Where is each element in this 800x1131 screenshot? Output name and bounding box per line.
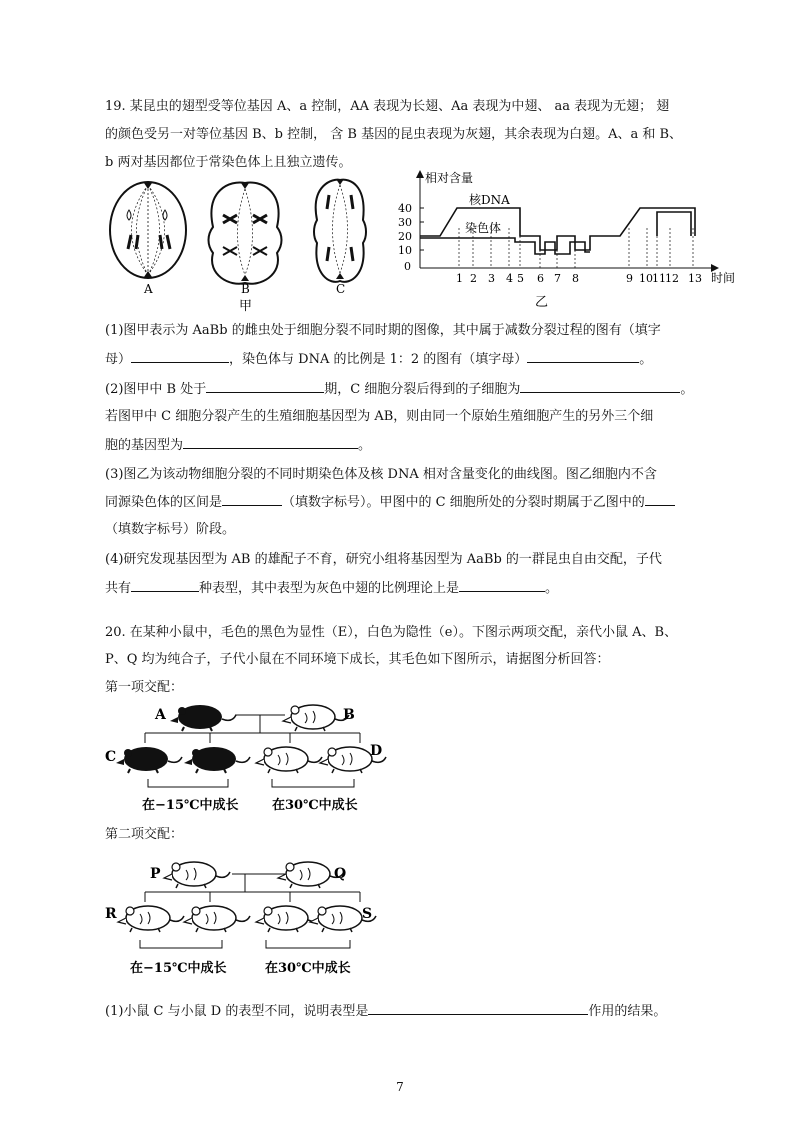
q19-p4-end: 。: [545, 581, 559, 596]
q19-p4-blank-1[interactable]: [131, 579, 199, 592]
q19-intro-line1: 19. 某昆虫的翅型受等位基因 A、a 控制，AA 表现为长翅、Aa 表现为中翅、 aa 表现为无翅； 翅: [105, 99, 670, 114]
q19-p2-d-end: 。: [358, 438, 372, 453]
yi-xtick-9: 9: [626, 272, 633, 285]
figure-jia: [105, 175, 385, 315]
figure-jia-caption: 甲: [239, 299, 253, 314]
q20-p1-line: [105, 1002, 666, 1021]
yi-ytick-0: 0: [404, 260, 411, 273]
yi-ytick-40: 40: [398, 202, 412, 215]
cross1-label-b: B: [343, 707, 355, 723]
q19-p3-blank-1[interactable]: [222, 493, 282, 506]
q19-p2-text-a: (2)图甲中 B 处于: [105, 382, 207, 397]
q19-p2-line3: [105, 436, 371, 455]
mouse-r2: [184, 906, 250, 932]
q19-p2-blank-3[interactable]: [183, 436, 358, 449]
q19-p2-line1: [105, 380, 693, 399]
cross2-env-left: 在−15℃中成长: [130, 961, 227, 976]
cross2-diagram: [100, 850, 400, 985]
cell-b-diagram: [209, 183, 282, 284]
cross1-label-c: C: [105, 749, 117, 765]
q19-p2-blank-1[interactable]: [206, 380, 324, 393]
q20-p1-text-a: (1)小鼠 C 与小鼠 D 的表型不同，说明表型是: [105, 1004, 369, 1019]
mouse-p: [164, 862, 230, 888]
q20-cross1-title: 第一项交配：: [105, 680, 184, 695]
q19-p4-text-b: 共有: [105, 581, 132, 596]
cross2-env-right: 在30℃中成长: [265, 961, 351, 976]
q19-p3-line3: （填数字标号）阶段。: [105, 522, 236, 537]
q19-p1-line2: [105, 350, 652, 369]
cross2-label-q: Q: [334, 866, 347, 882]
q20-intro-line2: P、Q 均为纯合子，子代小鼠在不同环境下成长，其毛色如下图所示，请据图分析回答：: [105, 652, 610, 667]
q19-p1-end: 。: [639, 352, 653, 367]
yi-xtick-11: 11: [652, 272, 666, 285]
yi-xtick-6: 6: [537, 272, 544, 285]
yi-xtick-8: 8: [572, 272, 579, 285]
q19-p4-blank-2[interactable]: [459, 579, 545, 592]
cross1-label-d: D: [370, 743, 383, 759]
q19-p4-line1: (4)研究发现基因型为 AB 的雄配子不育，研究小组将基因型为 AaBb 的一群昆虫自由交配，子代: [105, 552, 662, 567]
cross1-env-left: 在−15℃中成长: [142, 798, 239, 813]
q19-p3-line2: [105, 493, 675, 512]
q19-p1-blank-1[interactable]: [131, 350, 229, 363]
page-number: 7: [396, 1080, 404, 1094]
yi-ylabel: 相对含量: [425, 171, 474, 185]
q19-p2-text-b: 期，C 细胞分裂后得到的子细胞为: [324, 382, 521, 397]
q19-p2-end: 。: [680, 382, 694, 397]
q19-p4-text-c: 种表型，其中表型为灰色中翅的比例理论上是: [199, 581, 460, 596]
yi-dna-curve: [420, 208, 695, 250]
q19-p1-line1: (1)图甲表示为 AaBb 的雌虫处于细胞分裂不同时期的图像，其中属于减数分裂过程的图有（填字: [105, 323, 661, 338]
q20-cross2-title: 第二项交配：: [105, 827, 184, 842]
cell-b-label: B: [241, 282, 250, 296]
cross1-label-a: A: [155, 707, 166, 723]
q19-intro-line3: b 两对基因都位于常染色体上且独立遗传。: [105, 155, 352, 170]
yi-ytick-10: 10: [398, 244, 412, 257]
mouse-s2: [256, 906, 322, 932]
cross2-label-s: S: [362, 906, 373, 922]
yi-label-chrom: 染色体: [465, 221, 502, 235]
q19-p3-text-c: （填数字标号）。甲图中的 C 细胞所处的分裂时期属于乙图中的: [282, 495, 645, 510]
cross2-label-p: P: [150, 866, 161, 882]
cross1-diagram: [100, 695, 400, 825]
q19-p1-blank-2[interactable]: [527, 350, 639, 363]
mouse-c2: [184, 747, 250, 773]
cell-c-label: C: [336, 282, 346, 296]
q19-p3-text-b: 同源染色体的区间是: [105, 495, 223, 510]
yi-xtick-3: 3: [488, 272, 495, 285]
cross2-label-r: R: [105, 906, 117, 922]
q19-p1-text-a: 母）: [105, 352, 132, 367]
mouse-d2: [256, 747, 322, 773]
q19-intro-line2: 的颜色受另一对等位基因 B、b 控制， 含 B 基因的昆虫表现为灰翅，其余表现为白翅。A、a 和 B、: [105, 127, 683, 142]
q19-p2-line2: 若图甲中 C 细胞分裂产生的生殖细胞基因型为 AB，则由同一个原始生殖细胞产生的另外三个细: [105, 409, 654, 424]
yi-xtick-4: 4: [506, 272, 513, 285]
yi-xlabel: 时间: [711, 271, 736, 285]
yi-label-dna: 核DNA: [469, 193, 510, 207]
q20-intro-line1: 20. 在某种小鼠中，毛色的黑色为显性（E），白色为隐性（e）。下图示两项交配，亲代小鼠 A、B、: [105, 625, 678, 640]
yi-xtick-1: 1: [456, 272, 463, 285]
cell-a-diagram: [110, 182, 186, 278]
q19-p3-line1: (3)图乙为该动物细胞分裂的不同时期染色体及核 DNA 相对含量变化的曲线图。图乙细胞内不含: [105, 467, 657, 482]
yi-xtick-7: 7: [554, 272, 561, 285]
yi-xtick-10: 10: [639, 272, 653, 285]
mouse-c: [116, 747, 182, 773]
mouse-b: [283, 705, 349, 731]
figure-yi-caption: 乙: [535, 295, 549, 310]
q19-p4-line2: [105, 579, 558, 598]
cross1-env-right: 在30℃中成长: [272, 798, 358, 813]
mouse-r: [118, 906, 184, 932]
yi-xtick-13: 13: [688, 272, 702, 285]
yi-ytick-30: 30: [398, 216, 412, 229]
yi-xtick-5: 5: [517, 272, 524, 285]
yi-xtick-12: 12: [665, 272, 679, 285]
q19-p2-text-d: 胞的基因型为: [105, 438, 184, 453]
q19-p3-blank-2[interactable]: [645, 493, 675, 506]
q20-p1-blank[interactable]: [368, 1002, 588, 1015]
yi-xtick-2: 2: [470, 272, 477, 285]
yi-chrom-curve: [420, 238, 590, 254]
yi-ytick-20: 20: [398, 230, 412, 243]
cell-c-diagram: [314, 179, 366, 282]
q19-p1-text-b: ，染色体与 DNA 的比例是 1：2 的图有（填字母）: [229, 352, 528, 367]
q19-p2-blank-2[interactable]: [520, 380, 680, 393]
mouse-a: [170, 705, 236, 731]
cell-a-label: A: [144, 282, 153, 296]
figure-yi: [395, 168, 745, 318]
q20-p1-text-b: 作用的结果。: [588, 1004, 667, 1019]
